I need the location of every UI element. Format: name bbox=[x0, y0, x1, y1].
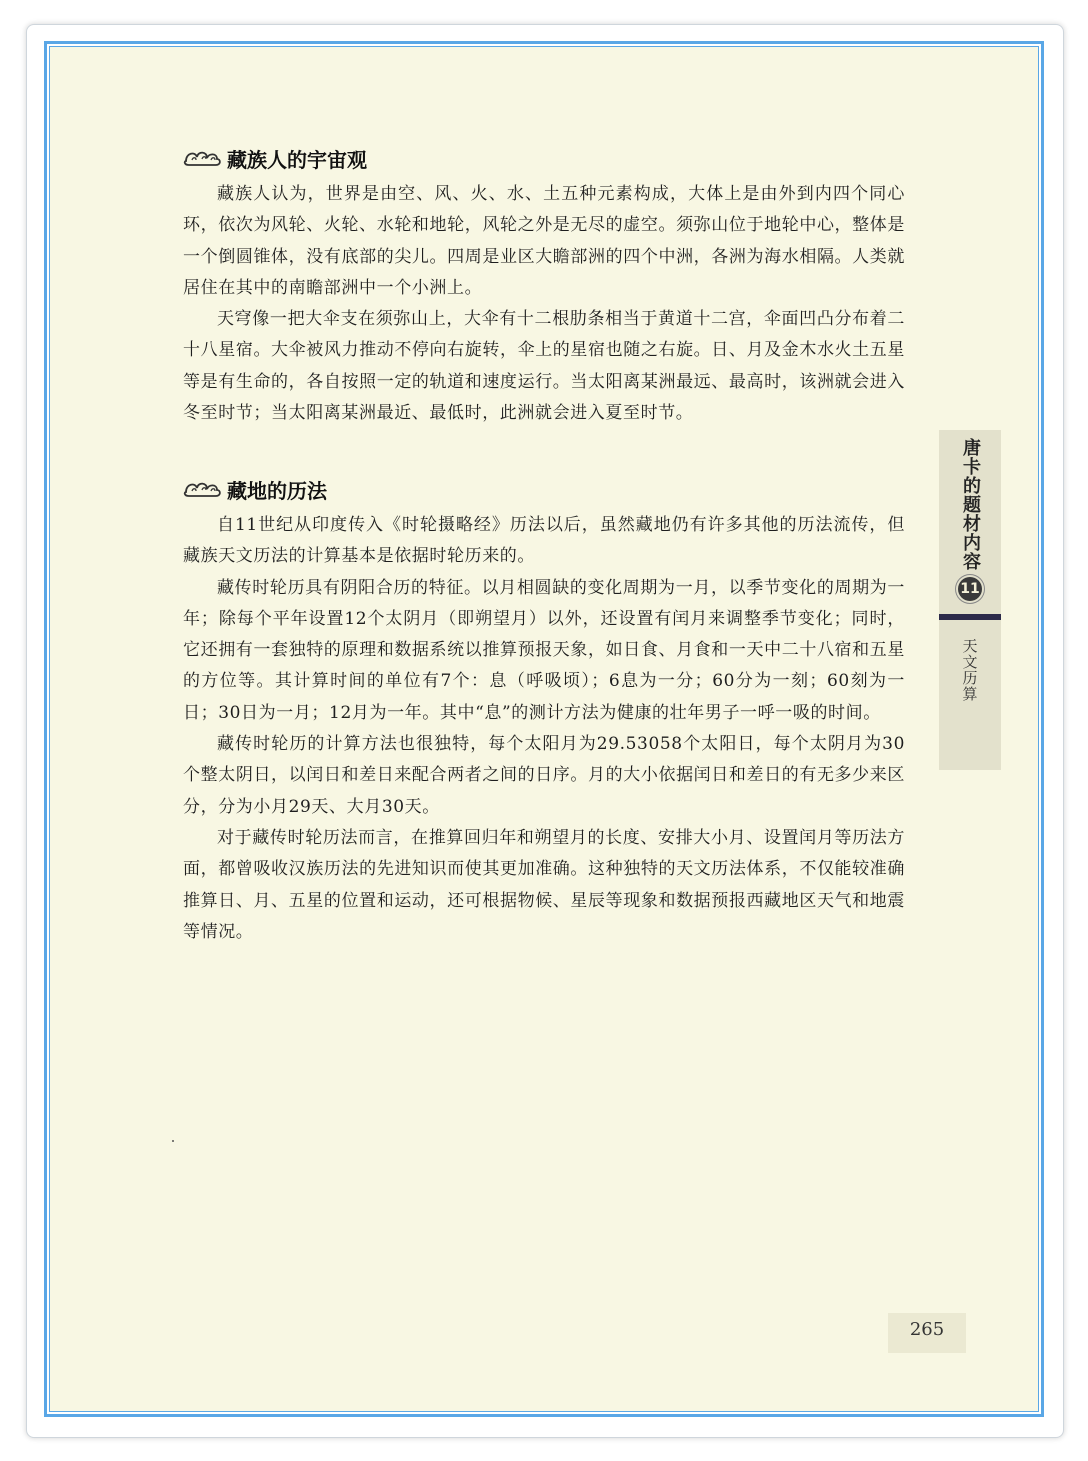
tab-divider bbox=[939, 614, 1001, 620]
section-heading bbox=[183, 143, 905, 173]
chapter-title: 唐卡的题材内容 bbox=[960, 437, 981, 571]
chapter-side-tab bbox=[939, 430, 1001, 770]
paragraph: 天穹像一把大伞支在须弥山上，大伞有十二根肋条相当于黄道十二宫，伞面凹凸分布着二十八星宿。大伞被风力推动不停向右旋转，伞上的星宿也随之右旋。日、月及金木水火土五星等是有生命的，各自按照一定的轨道和速度运行。当太阳离某洲最远、最高时，该洲就会进入冬至时节；当太阳离某洲最近、最低时，此洲就会进入夏至时节。 bbox=[183, 309, 905, 424]
section-cosmology bbox=[183, 143, 905, 429]
page-number-box bbox=[888, 1313, 966, 1353]
cloud-scroll-icon bbox=[183, 478, 223, 500]
page-number: 265 bbox=[909, 1319, 945, 1340]
heading-text: 藏地的历法 bbox=[227, 478, 327, 503]
chapter-number-badge: 11 bbox=[958, 577, 982, 601]
cloud-scroll-icon bbox=[183, 147, 223, 169]
paragraph: 自11世纪从印度传入《时轮摄略经》历法以后，虽然藏地仍有许多其他的历法流传，但藏族天文历法的计算基本是依据时轮历来的。 bbox=[183, 515, 905, 567]
print-speck bbox=[172, 1140, 174, 1142]
paragraph: 藏族人认为，世界是由空、风、火、水、土五种元素构成，大体上是由外到内四个同心环，依次为风轮、火轮、水轮和地轮，风轮之外是无尽的虚空。须弥山位于地轮中心，整体是一个倒圆锥体，没有底部的尖儿。四周是业区大瞻部洲的四个中洲，各洲为海水相隔。人类就居住在其中的南瞻部洲中一个小洲上。 bbox=[183, 184, 905, 298]
paragraph: 藏传时轮历的计算方法也很独特，每个太阳月为29.53058个太阳日，每个太阴月为30个整太阴日，以闰日和差日来配合两者之间的日序。月的大小依据闰日和差日的有无多少来区分，分为小月29天、大月30天。 bbox=[183, 734, 905, 817]
paragraph: 对于藏传时轮历法而言，在推算回归年和朔望月的长度、安排大小月、设置闰月等历法方面，都曾吸收汉族历法的先进知识而使其更加准确。这种独特的天文历法体系，不仅能较准确推算日、月、五星的位置和运动，还可根据物候、星辰等现象和数据预报西藏地区天气和地震等情况。 bbox=[183, 827, 905, 942]
section-heading bbox=[183, 474, 905, 504]
heading-text: 藏族人的宇宙观 bbox=[227, 147, 367, 172]
section-calendar bbox=[183, 474, 905, 948]
chapter-subtitle: 天文历算 bbox=[960, 638, 979, 702]
paragraph: 藏传时轮历具有阴阳合历的特征。以月相圆缺的变化周期为一月，以季节变化的周期为一年；除每个平年设置12个太阴月（即朔望月）以外，还设置有闰月来调整季节变化；同时，它还拥有一套独特的原理和数据系统以推算预报天象，如日食、月食和一天中二十八宿和五星的方位等。其计算时间的单位有7个：息（呼吸顷）；6息为一分；60分为一刻；60刻为一日；30日为一月；12月为一年。其中“息”的测计方法为健康的壮年男子一呼一吸的时间。 bbox=[183, 577, 905, 723]
